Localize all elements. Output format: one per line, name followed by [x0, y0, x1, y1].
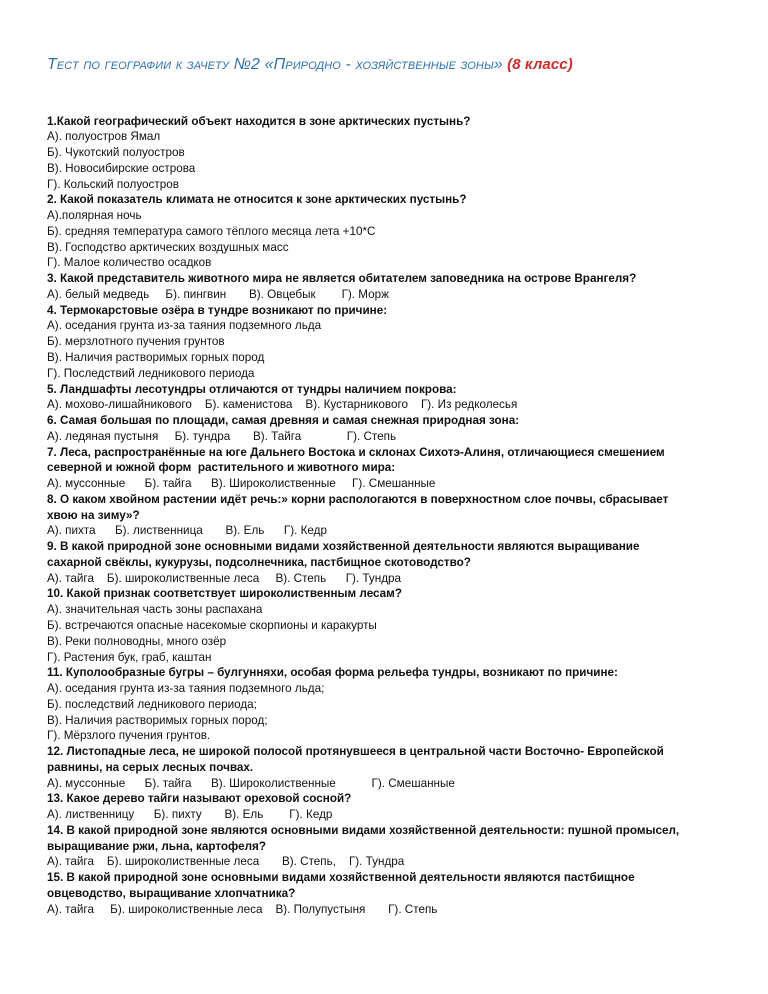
- answer-line: А). значительная часть зоны распахана: [47, 603, 263, 617]
- document-title: [47, 56, 747, 74]
- question-line: овцеводство, выращивание хлопчатника?: [47, 887, 296, 901]
- answer-line: Г). Мёрзлого пучения грунтов.: [47, 729, 211, 743]
- answer-line: Б). мерзлотного пучения грунтов: [47, 335, 225, 349]
- question-line: хвою на зиму»?: [47, 508, 140, 522]
- answer-line: А). ледяная пустыня Б). тундра В). Тайга Г). Степь: [47, 429, 397, 443]
- question-line: 14. В какой природной зоне являются основными видами хозяйственной деятельности: пушной промысел,: [47, 823, 680, 837]
- question-line: 4. Термокарстовые озёра в тундре возникают по причине:: [47, 303, 388, 317]
- title-grade: (8 класс): [507, 56, 573, 73]
- answer-line: Б). Чукотский полуостров: [47, 146, 185, 160]
- question-line: северной и южной форм растительного и животного мира:: [47, 461, 396, 475]
- answer-line: В). Господство арктических воздушных масс: [47, 240, 289, 254]
- question-line: 3. Какой представитель животного мира не является обитателем заповедника на острове Врангеля?: [47, 272, 637, 286]
- test-questions: [47, 114, 757, 918]
- answer-line: В). Наличия растворимых горных пород;: [47, 713, 268, 727]
- title-text: Тест по географии к зачету №2 «Природно - хозяйственные зоны»: [47, 56, 503, 73]
- answer-line: А). муссонные Б). тайга В). Широколиственные Г). Смешанные: [47, 776, 455, 790]
- answer-line: Г). Растения бук, граб, каштан: [47, 650, 212, 664]
- answer-line: Г). Малое количество осадков: [47, 256, 212, 270]
- answer-line: Г). Кольский полуостров: [47, 177, 179, 191]
- answer-line: В). Наличия растворимых горных пород: [47, 350, 265, 364]
- answer-line: Г). Последствий ледникового периода: [47, 366, 255, 380]
- question-line: 10. Какой признак соответствует широколиственным лесам?: [47, 587, 402, 601]
- answer-line: А).полярная ночь: [47, 209, 142, 223]
- question-line: 2. Какой показатель климата не относится к зоне арктических пустынь?: [47, 193, 467, 207]
- answer-line: А). полуостров Ямал: [47, 130, 161, 144]
- answer-line: А). оседания грунта из-за таяния подземного льда: [47, 319, 322, 333]
- answer-line: А). тайга Б). широколиственные леса В). Полупустыня Г). Степь: [47, 902, 438, 916]
- question-line: 15. В какой природной зоне основными видами хозяйственной деятельности являются пастбищное: [47, 871, 635, 885]
- answer-line: А). пихта Б). лиственница В). Ель Г). Кедр: [47, 524, 327, 538]
- answer-line: А). белый медведь Б). пингвин В). Овцебык Г). Морж: [47, 287, 389, 301]
- answer-line: А). лиственницу Б). пихту В). Ель Г). Кедр: [47, 808, 333, 822]
- question-line: 12. Листопадные леса, не широкой полосой протянувшееся в центральной части Восточно- Европейской: [47, 745, 664, 759]
- question-line: 9. В какой природной зоне основными видами хозяйственной деятельности являются выращивание: [47, 540, 640, 554]
- question-line: выращивание ржи, льна, картофеля?: [47, 839, 266, 853]
- answer-line: В). Новосибирские острова: [47, 161, 196, 175]
- question-line: 1.Какой географический объект находится в зоне арктических пустынь?: [47, 114, 471, 128]
- answer-line: А). тайга Б). широколиственные леса В). Степь, Г). Тундра: [47, 855, 405, 869]
- answer-line: А). муссонные Б). тайга В). Широколиственные Г). Смешанные: [47, 477, 436, 491]
- answer-line: Б). последствий ледникового периода;: [47, 697, 257, 711]
- question-line: 11. Куполообразные бугры – булгунняхи, особая форма рельефа тундры, возникают по причине:: [47, 666, 618, 680]
- question-line: 7. Леса, распространённые на юге Дальнего Востока и склонах Сихотэ-Алиня, отличающиеся смешением: [47, 445, 665, 459]
- question-line: сахарной свёклы, кукурузы, подсолнечника, пастбищное скотоводство?: [47, 555, 471, 569]
- answer-line: Б). встречаются опасные насекомые скорпионы и каракурты: [47, 619, 377, 632]
- answer-line: В). Реки полноводны, много озёр: [47, 634, 227, 648]
- answer-line: А). мохово-лишайникового Б). каменистова В). Кустарникового Г). Из редколесья: [47, 398, 518, 412]
- question-line: 6. Самая большая по площади, самая древняя и самая снежная природная зона:: [47, 414, 520, 428]
- answer-line: А). оседания грунта из-за таяния подземного льда;: [47, 682, 325, 696]
- answer-line: А). тайга Б). широколиственные леса В). Степь Г). Тундра: [47, 571, 402, 585]
- question-line: 8. О каком хвойном растении идёт речь:» корни распологаются в поверхностном слое почвы, сбрасывает: [47, 492, 669, 506]
- question-line: 13. Какое дерево тайги называют ореховой сосной?: [47, 792, 352, 806]
- question-line: 5. Ландшафты лесотундры отличаются от тундры наличием покрова:: [47, 382, 457, 396]
- answer-line: Б). средняя температура самого тёплого месяца лета +10*С: [47, 224, 376, 238]
- question-line: равнины, на серых лесных почвах.: [47, 760, 254, 774]
